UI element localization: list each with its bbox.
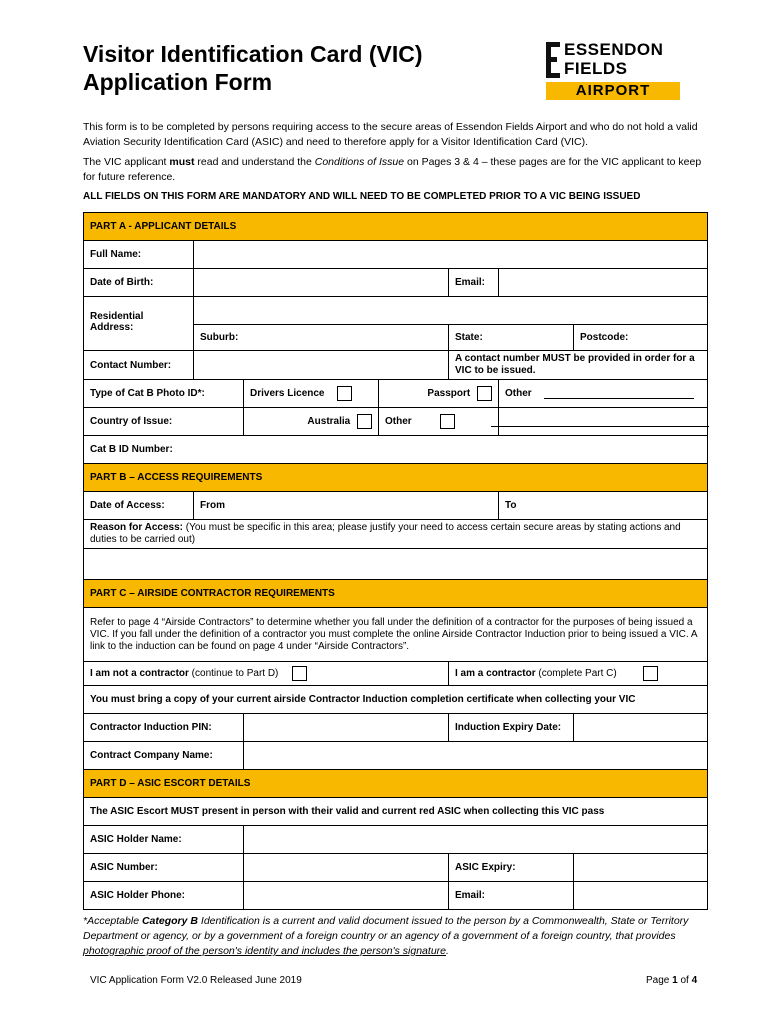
country-label: Country of Issue: xyxy=(84,408,244,436)
asic-holder-phone-label: ASIC Holder Phone: xyxy=(84,882,244,910)
address-field[interactable] xyxy=(194,297,708,325)
title-line-2: Application Form xyxy=(83,69,273,95)
other-country-option[interactable]: Other xyxy=(379,408,499,436)
state-field[interactable]: State: xyxy=(449,325,574,351)
other-country-line[interactable] xyxy=(499,408,708,436)
email-field[interactable] xyxy=(499,269,708,297)
mandatory-notice: ALL FIELDS ON THIS FORM ARE MANDATORY AND WILL NEED TO BE COMPLETED PRIOR TO A VIC BEING ISSUED xyxy=(83,191,641,202)
not-contractor-checkbox[interactable] xyxy=(292,666,307,681)
asic-email-field[interactable] xyxy=(574,882,708,910)
asic-expiry-field[interactable] xyxy=(574,854,708,882)
full-name-field[interactable] xyxy=(194,241,708,269)
reason-field[interactable] xyxy=(84,549,708,580)
asic-number-field[interactable] xyxy=(244,854,449,882)
part-b-header: PART B – ACCESS REQUIREMENTS xyxy=(84,464,708,492)
asic-holder-phone-field[interactable] xyxy=(244,882,449,910)
reason-for-access: Reason for Access: (You must be specific in this area; please justify your need to access certain secure areas by stating actions and duties to be carried out) xyxy=(84,520,708,549)
asic-holder-name-field[interactable] xyxy=(244,826,708,854)
company-name-label: Contract Company Name: xyxy=(84,742,244,770)
asic-holder-name-label: ASIC Holder Name: xyxy=(84,826,244,854)
photo-id-label: Type of Cat B Photo ID*: xyxy=(84,380,244,408)
other-id-option[interactable]: Other xyxy=(499,380,708,408)
contact-note: A contact number MUST be provided in order for a VIC to be issued. xyxy=(449,351,708,380)
induction-pin-label: Contractor Induction PIN: xyxy=(84,714,244,742)
contractor-refer-text: Refer to page 4 “Airside Contractors” to determine whether you fall under the definition of a contractor for the purposes of being issued a VIC. If you fall under the definition of a contractor you must complete the online Airside Contractor Induction prior to being issued a VIC. A link to the induction can be found on page 4 under “Airside Contractors”. xyxy=(84,608,708,662)
logo-line-3: AIRPORT xyxy=(546,82,680,100)
drivers-licence-checkbox[interactable] xyxy=(337,386,352,401)
asic-email-label: Email: xyxy=(449,882,574,910)
application-form-table xyxy=(83,212,708,910)
australia-option[interactable]: Australia xyxy=(244,408,379,436)
induction-expiry-label: Induction Expiry Date: xyxy=(449,714,574,742)
intro-paragraph-1: This form is to be completed by persons requiring access to the secure areas of Essendon Fields Airport and who do not hold a valid Aviation Security Identification Card (ASIC) and need to therefore apply for a Visitor Identification Card (VIC). xyxy=(83,121,698,148)
full-name-label: Full Name: xyxy=(84,241,194,269)
essendon-fields-logo xyxy=(546,42,680,100)
drivers-licence-option[interactable]: Drivers Licence xyxy=(244,380,379,408)
induction-expiry-field[interactable] xyxy=(574,714,708,742)
title-line-1: Visitor Identification Card (VIC) xyxy=(83,41,423,67)
company-name-field[interactable] xyxy=(244,742,708,770)
address-label: Residential Address: xyxy=(84,297,194,351)
logo-line-2: FIELDS xyxy=(564,59,628,78)
footnote: *Acceptable Category B Identification is a current and valid document issued to the person by a Commonwealth, State or Territory Department or agency, or by a government of a foreign country or an agency of a government of a foreign country, that provides photographic proof of the person's identity and includes the person's signature. xyxy=(83,915,689,957)
asic-number-label: ASIC Number: xyxy=(84,854,244,882)
part-d-header: PART D – ASIC ESCORT DETAILS xyxy=(84,770,708,798)
part-a-header: PART A - APPLICANT DETAILS xyxy=(84,213,708,241)
bring-certificate-notice: You must bring a copy of your current airside Contractor Induction completion certificate when collecting your VIC xyxy=(84,686,708,714)
escort-notice: The ASIC Escort MUST present in person with their valid and current red ASIC when collecting this VIC pass xyxy=(84,798,708,826)
intro-paragraph-2: The VIC applicant must read and understand the Conditions of Issue on Pages 3 & 4 – these pages are for the VIC applicant to keep for future reference. xyxy=(83,156,702,183)
version-text: VIC Application Form V2.0 Released June 2019 xyxy=(90,975,302,986)
dob-label: Date of Birth: xyxy=(84,269,194,297)
other-country-checkbox[interactable] xyxy=(440,414,455,429)
other-id-field[interactable] xyxy=(544,398,694,399)
page-number: Page 1 of 4 xyxy=(646,975,698,986)
email-label: Email: xyxy=(449,269,499,297)
not-contractor-option[interactable]: I am not a contractor (continue to Part D) xyxy=(84,662,449,686)
asic-expiry-label: ASIC Expiry: xyxy=(449,854,574,882)
access-to-field[interactable]: To xyxy=(499,492,708,520)
contact-field[interactable] xyxy=(194,351,449,380)
postcode-field[interactable]: Postcode: xyxy=(574,325,708,351)
passport-option[interactable]: Passport xyxy=(379,380,499,408)
induction-pin-field[interactable] xyxy=(244,714,449,742)
access-from-field[interactable]: From xyxy=(194,492,499,520)
suburb-field[interactable]: Suburb: xyxy=(194,325,449,351)
contact-label: Contact Number: xyxy=(84,351,194,380)
australia-checkbox[interactable] xyxy=(357,414,372,429)
contractor-checkbox[interactable] xyxy=(643,666,658,681)
cat-b-id-field[interactable]: Cat B ID Number: xyxy=(84,436,708,464)
logo-mark-icon xyxy=(546,42,560,78)
passport-checkbox[interactable] xyxy=(477,386,492,401)
dob-field[interactable] xyxy=(194,269,449,297)
page-title xyxy=(83,40,543,96)
contractor-option[interactable]: I am a contractor (complete Part C) xyxy=(449,662,708,686)
logo-line-1: ESSENDON xyxy=(564,40,664,59)
date-of-access-label: Date of Access: xyxy=(84,492,194,520)
part-c-header: PART C – AIRSIDE CONTRACTOR REQUIREMENTS xyxy=(84,580,708,608)
